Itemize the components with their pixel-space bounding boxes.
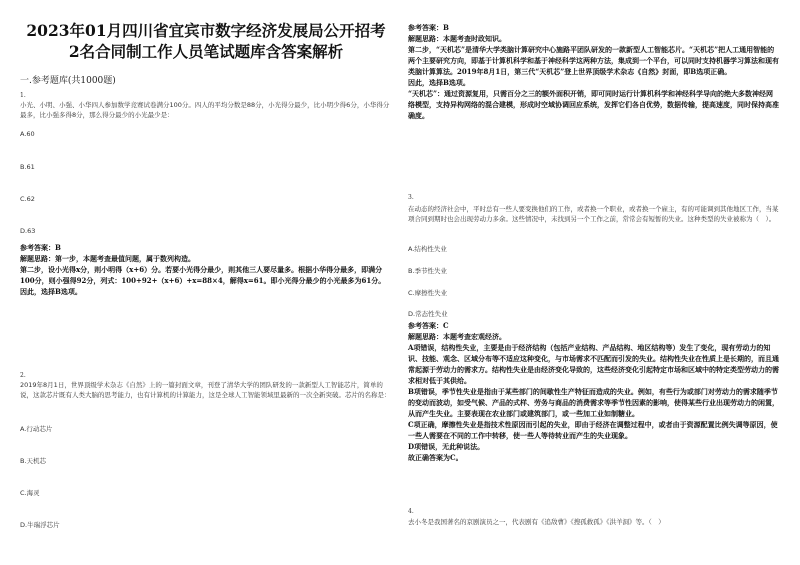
question-4-number: 4.	[408, 508, 414, 515]
question-1-option-b: B.61	[20, 163, 35, 171]
question-1-option-d: D.63	[20, 227, 36, 235]
analysis-line: 因此，选择B选项。	[408, 78, 470, 87]
question-4-text: 去小冬是我国著名的京剧演员之一，代表剧有《追敌曹》《搜孤救孤》《洪羊洞》等。（ ）	[408, 518, 665, 526]
question-1-answer	[20, 242, 392, 297]
question-1-text: 小光、小明、小强、小华四人参加数学竞赛试卷满分100分。四人的平均分数是88分，小光得分最少，比小明少得6分，小华得分最多，比小强多得8分，那么得分最少的小光最少是：	[20, 101, 390, 119]
answer-label: 参考答案：B	[408, 23, 449, 32]
analysis-line: 解题思路：本题考查宏观经济。	[408, 332, 506, 341]
analysis-line: D项错误，无此种说法。	[408, 442, 485, 451]
question-2-answer	[408, 22, 780, 121]
document-title	[20, 20, 392, 62]
analysis-line: 因此，选择B选项。	[20, 287, 82, 296]
question-3-text: 在动态的经济社会中，平时总有一些人要变换他们的工作，或者换一个职业，或者换一个雇主，有的可能调到其他地区工作，当某项合同到期时也会出现劳动力多余。这些情况中，未找到另一个工作之前，常常会有短暂的失业。这种类型的失业被称为（ ）。	[408, 205, 779, 223]
question-2-number: 2.	[20, 372, 26, 379]
question-3-number: 3.	[408, 194, 414, 201]
left-column	[20, 0, 392, 529]
question-3-option-d: D.常态性失业	[408, 310, 448, 318]
question-3-option-a: A.结构性失业	[408, 245, 447, 253]
question-2-option-d: D.牛瑞浮芯片	[20, 521, 60, 529]
question-2-text: 2019年8月1日，世界顶级学术杂志《自然》上的一篇封面文章，刊登了清华大学的团队研发的一款新型人工智能芯片，简单的说，这款芯片既有人类大脑的思考能力，也有计算机的计算能力，这是全球人工智能领域里最新的一次全新突破。芯片的名称是：	[20, 381, 391, 399]
analysis-line: C项正确，摩擦性失业是指技术性原因而引起的失业，即由于经济在调整过程中，或者由于资源配置比例失调等原因，使一些人需要在不同的工作中转移，使一些人等待转业而产生的失业现象。	[408, 420, 778, 440]
analysis-line: 第二步，“天机芯”是清华大学类脑计算研究中心施路平团队研发的一款新型人工智能芯片。“天机芯”把人工通用智能的两个主要研究方向，即基于计算机科学和基于神经科学这两种方法，集成到一个平台，可以同时支持机器学习算法和现有类脑计算算法。2019年8月1日，第三代“天机芯”登上世界顶级学术杂志《自然》封面，即B选项正确。	[408, 45, 779, 76]
analysis-line: 第二步，设小光得x分，则小明得（x+6）分。若要小光得分最少，则其他三人要尽量多。根据小华得分最多，即满分100分，则小强得92分，列式：100+92+（x+6）+x=88×4，解得x=61。即小光得分最少的小光最多为61分。	[20, 265, 386, 285]
analysis-line: B项错误，季节性失业是指由于某些部门的间歇性生产特征而造成的失业。例如，有些行为或部门对劳动力的需求随季节的变动而波动，如受气候、产品的式样、劳务与商品的消费需求等季节性因素的影响，使得某些行业出现劳动力的闲置，从而产生失业。主要表现在农业部门或建筑部门，或一些加工业如制糖业。	[408, 387, 779, 418]
analysis-line: “天机芯”：通过资源复用，只需百分之三的额外面积开销，即可同时运行计算机科学和神经科学导向的绝大多数神经网络模型，支持异构网络的混合建模，形成时空域协调回应系统，发挥它们各自优势，数据传输，提高速度，同时保持高准确度。	[408, 89, 779, 120]
question-1-number: 1.	[20, 92, 26, 99]
analysis-line: 故正确答案为C。	[408, 453, 463, 462]
question-2-option-c: C.海灵	[20, 489, 40, 497]
answer-label: 参考答案：C	[408, 321, 449, 330]
question-3-option-b: B.季节性失业	[408, 267, 448, 275]
question-1-option-c: C.62	[20, 195, 35, 203]
analysis-line: A项错误，结构性失业，主要是由于经济结构（包括产业结构、产品结构、地区结构等）发生了变化，现有劳动力的知识、技能、观念、区域分布等不适应这种变化，与市场需求不匹配而引发的失业。结构性失业在性质上是长期的，而且通常起源于劳动力的需求方。结构性失业是由经济变化导致的，这些经济变化引起特定市场和区域中的特定类型劳动力的需求相对低于其供给。	[408, 343, 779, 385]
analysis-line: 解题思路：第一步，本题考查最值问题，属于数列构造。	[20, 254, 195, 263]
answer-label: 参考答案：B	[20, 243, 61, 252]
question-3-answer	[408, 320, 780, 463]
question-2-option-b: B.天机芯	[20, 457, 47, 465]
title-line-1: 2023年01月四川省宜宾市数字经济发展局公开招考	[26, 21, 386, 40]
question-1-option-a: A.60	[20, 130, 35, 138]
question-3-option-c: C.摩擦性失业	[408, 289, 448, 297]
section-heading: 一.参考题库(共1000题)	[20, 76, 116, 86]
title-line-2: 2名合同制工作人员笔试题库含答案解析	[68, 42, 344, 61]
question-2-option-a: A.行动芯片	[20, 425, 53, 433]
analysis-line: 解题思路：本题考查时政知识。	[408, 34, 506, 43]
